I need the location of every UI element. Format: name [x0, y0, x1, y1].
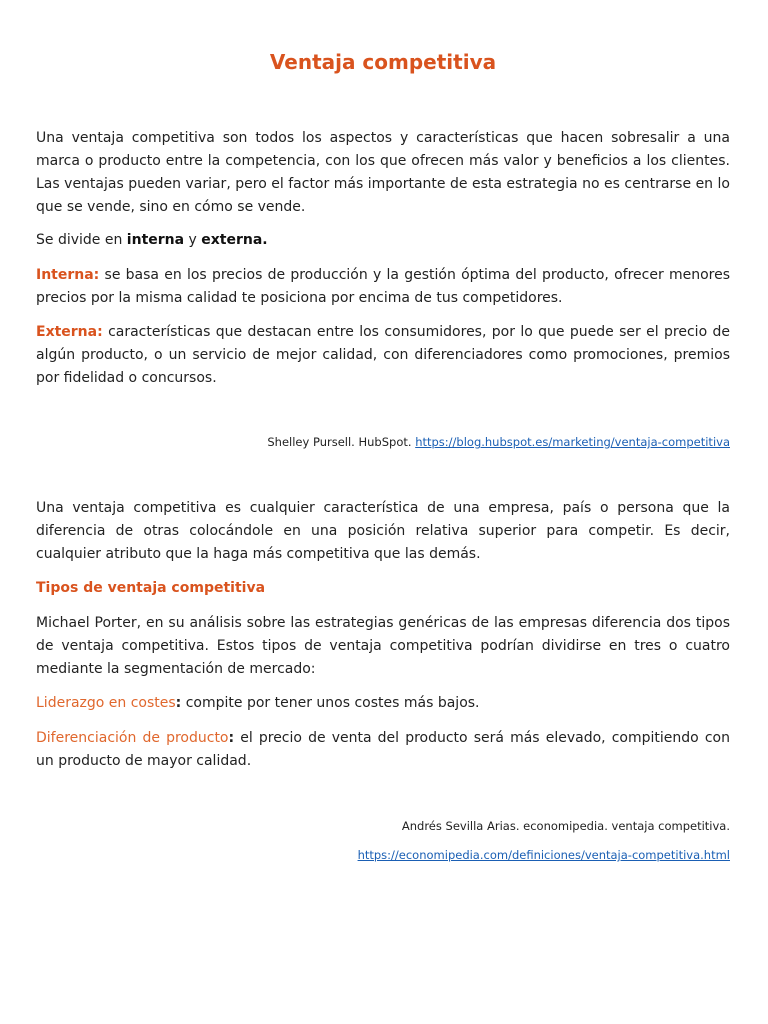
diferenciacion-text: el precio de venta del producto será más elevado, compitiendo con un producto de mayor calidad. — [36, 730, 730, 769]
diferenciacion-paragraph — [36, 727, 730, 773]
citation-hubspot-text: Shelley Pursell. HubSpot. — [267, 435, 416, 449]
citation-hubspot — [36, 434, 730, 450]
externa-paragraph — [36, 321, 730, 390]
citation-economipedia: Andrés Sevilla Arias. economipedia. ventaja competitiva. — [401, 819, 730, 833]
liderazgo-paragraph — [36, 692, 730, 715]
definition-paragraph: Una ventaja competitiva es cualquier característica de una empresa, país o persona que la diferencia de otras colocándole en una posición relativa superior para competir. Es decir, cualquier atributo que la haga más competitiva que las demás. — [36, 500, 730, 562]
liderazgo-text: compite por tener unos costes más bajos. — [181, 695, 480, 711]
liderazgo-colon: : — [175, 695, 182, 711]
page-title: Ventaja competitiva — [269, 50, 497, 74]
porter-paragraph: Michael Porter, en su análisis sobre las estrategias genéricas de las empresas diferencia dos tipos de ventaja competitiva. Estos tipos de ventaja competitiva podrían dividirse en tres o cuatro mediante la segmentación de mercado: — [36, 615, 730, 677]
diferenciacion-colon: : — [228, 730, 235, 746]
diferenciacion-label: Diferenciación de producto — [36, 730, 229, 746]
divide-and: y — [184, 232, 202, 248]
divide-paragraph — [36, 229, 730, 252]
externa-label: Externa: — [36, 324, 103, 340]
interna-text: se basa en los precios de producción y la gestión óptima del producto, ofrecer menores precios por la misma calidad te posiciona por encima de tus competidores. — [36, 267, 730, 306]
interna-label: Interna: — [36, 267, 100, 283]
divide-prefix: Se divide en — [36, 232, 127, 248]
interna-paragraph — [36, 264, 730, 310]
types-subheading: Tipos de ventaja competitiva — [36, 580, 266, 596]
liderazgo-label: Liderazgo en costes — [36, 695, 176, 711]
citation-economipedia-link-row — [36, 847, 730, 863]
externa-term: externa. — [201, 232, 268, 248]
interna-term: interna — [126, 232, 185, 248]
citation-hubspot-link[interactable]: https://blog.hubspot.es/marketing/ventaja-competitiva — [415, 435, 730, 449]
externa-text: características que destacan entre los consumidores, por lo que puede ser el precio de algún producto, o un servicio de mejor calidad, con diferenciadores como promociones, premios por fidelidad o concursos. — [36, 324, 730, 386]
intro-paragraph: Una ventaja competitiva son todos los aspectos y características que hacen sobresalir a una marca o producto entre la competencia, con los que ofrecen más valor y beneficios a los clientes. Las ventajas pueden variar, pero el factor más importante de esta estrategia no es centrarse en lo que se vende, sino en cómo se vende. — [36, 130, 730, 215]
citation-economipedia-link[interactable]: https://economipedia.com/definiciones/ventaja-competitiva.html — [357, 848, 730, 862]
